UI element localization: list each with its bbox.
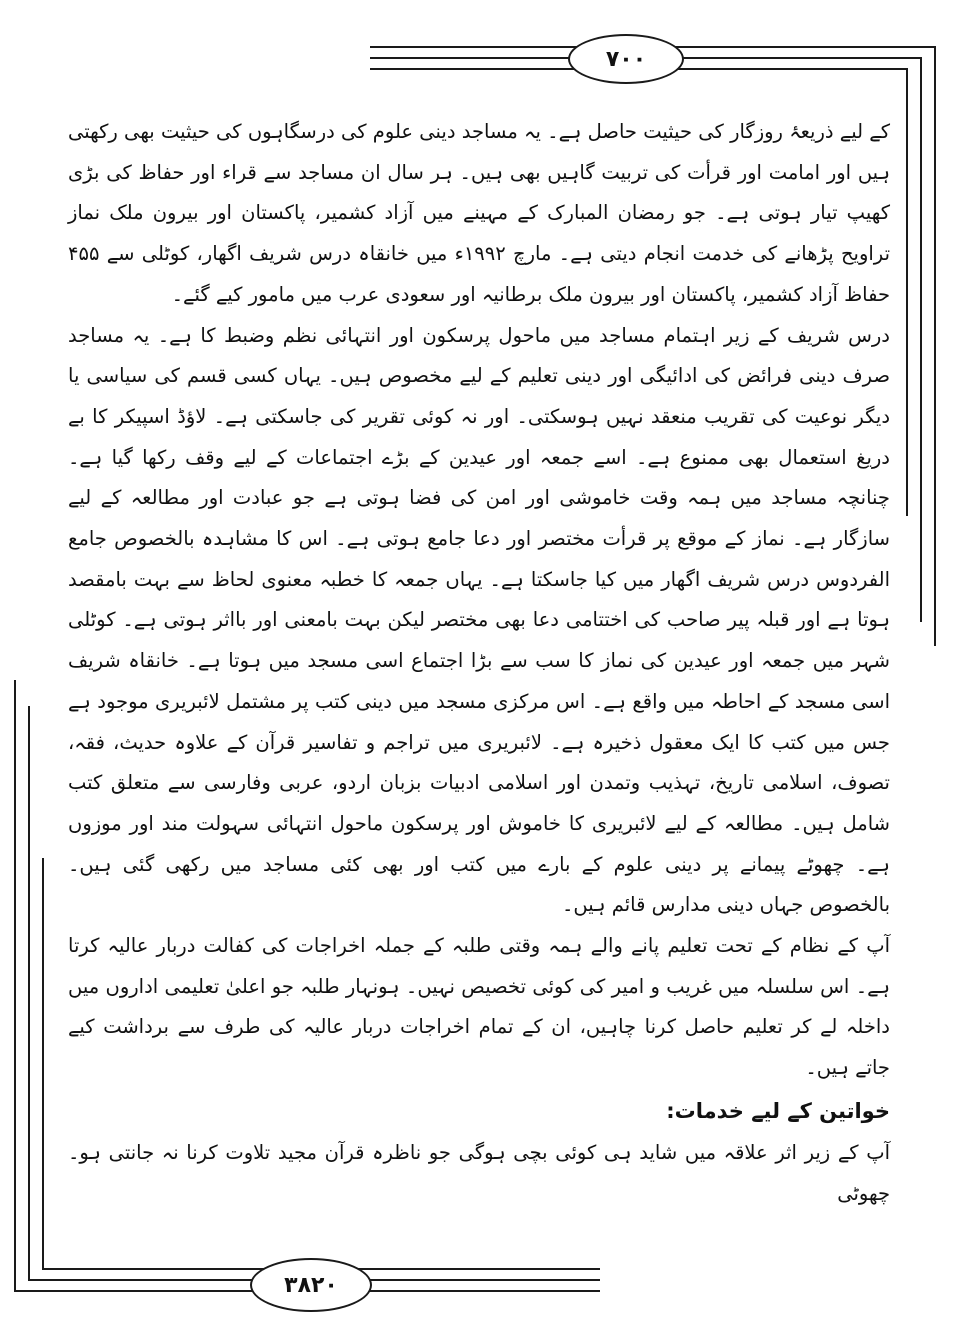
left-frame-line-middle: [28, 706, 30, 1281]
left-frame-line-outer: [14, 680, 16, 1292]
paragraph-women-services: آپ کے زیر اثر علاقہ میں شاید ہی کوئی بچی ہوگی جو ناظرہ قرآن مجید تلاوت کرنا نہ جانتی ہو۔ چھوٹی: [68, 1140, 890, 1205]
bottom-page-number: ۳۸۲۰: [250, 1258, 372, 1312]
right-frame-line-outer: [934, 46, 936, 646]
right-frame-line-middle: [920, 57, 922, 622]
paragraph-mosque-atmosphere: درس شریف کے زیر اہتمام مساجد میں ماحول پرسکون اور انتہائی نظم وضبط کا ہے۔ یہ مساجد صرف دینی فرائض کی ادائیگی اور دینی تعلیم کے لیے مخصوص ہیں۔ یہاں کسی قسم کی سیاسی یا دیگر نوعیت کی تقریب منعقد نہیں ہوسکتی۔ اور نہ کوئی تقریر کی جاسکتی ہے۔ لاؤڈ اسپیکر کا بے دریغ استعمال بھی ممنوع ہے۔ اسے جمعہ اور عیدین کے بڑے اجتماعات کے لیے وقف رکھا گیا ہے۔ چنانچہ مساجد میں ہمہ وقت خاموشی اور امن کی فضا ہوتی ہے جو عبادت اور مطالعہ کے لیے سازگار ہے۔ نماز کے موقع پر قرأت مختصر اور دعا جامع ہوتی ہے۔ اس کا مشاہدہ بالخصوص جامع الفردوس درس شریف اگھار میں کیا جاسکتا ہے۔ یہاں جمعہ کا خطبہ معنوی لحاظ سے بہت بامقصد ہوتا ہے اور قبلہ پیر صاحب کی اختتامی دعا بھی مختصر لیکن بہت بامعنی اور بااثر ہوتی ہے۔ کوٹلی شہر میں جمعہ اور عیدین کی نماز کا سب سے بڑا اجتماع اسی مسجد میں ہوتا ہے۔ خانقاہ شریف اسی مسجد کے احاطہ میں واقع ہے۔ اس مرکزی مسجد میں دینی کتب پر مشتمل لائبریری موجود ہے جس میں کتب کا ایک معقول ذخیرہ ہے۔ لائبریری میں تراجم و تفاسیر قرآن کے علاوہ حدیث، فقہ، تصوف، اسلامی تاریخ، تہذیب وتمدن اور اسلامی ادبیات بزبان اردو، عربی وفارسی سے متعلق کتب شامل ہیں۔ مطالعہ کے لیے لائبریری کا خاموش اور پرسکون ماحول انتہائی سہولت مند اور موزوں ہے۔ چھوٹے پیمانے پر دینی علوم کے بارے میں کتب اور بھی کئی مساجد میں رکھی گئی ہیں۔ بالخصوص جہاں دینی مدارس قائم ہیں۔: [68, 323, 890, 917]
top-page-number: ۷۰۰: [568, 34, 684, 84]
section-heading-women-services: خواتین کے لیے خدمات:: [666, 1098, 890, 1123]
paragraph-madrasa-role: کے لیے ذریعۂ روزگار کی حیثیت حاصل ہے۔ یہ مساجد دینی علوم کی درسگاہوں کی حیثیت بھی رکھتی ہیں اور امامت اور قرأت کی تربیت گاہیں بھی ہیں۔ ہر سال ان مساجد سے قراء اور حفاظ کی بڑی کھیپ تیار ہوتی ہے۔ جو رمضان المبارک کے مہینے میں آزاد کشمیر، پاکستان اور بیرون ملک نماز تراویح پڑھانے کی خدمت انجام دیتی ہے۔ مارچ ۱۹۹۲ء میں خانقاہ درس شریف اگھار، کوٹلی سے ۴۵۵ حفاظ آزاد کشمیر، پاکستان اور بیرون ملک برطانیہ اور سعودی عرب میں مامور کیے گئے۔: [68, 120, 890, 306]
page-body: [68, 112, 890, 1214]
right-frame-line-inner: [906, 68, 908, 516]
paragraph-student-funding: آپ کے نظام کے تحت تعلیم پانے والے ہمہ وقتی طلبہ کے جملہ اخراجات کی کفالت دربار عالیہ کرتا ہے۔ اس سلسلہ میں غریب و امیر کی کوئی تخصیص نہیں۔ ہونہار طلبہ جو اعلیٰ تعلیمی اداروں میں داخلہ لے کر تعلیم حاصل کرنا چاہیں، ان کے تمام اخراجات دربار عالیہ کی طرف سے برداشت کیے جاتے ہیں۔: [68, 934, 890, 1080]
left-frame-line-inner: [42, 858, 44, 1270]
